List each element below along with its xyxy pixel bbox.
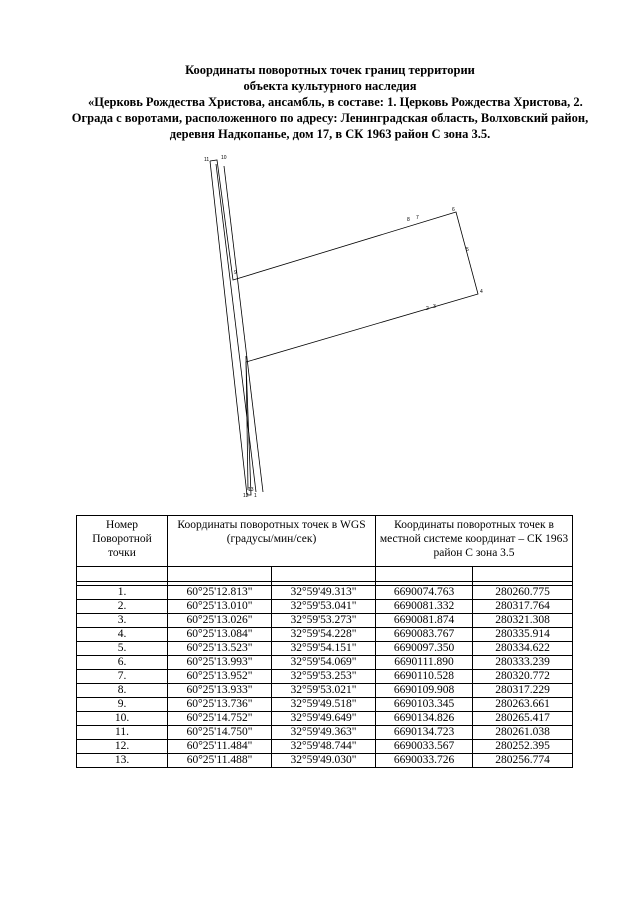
table-row [77, 642, 573, 656]
title-line: Координаты поворотных точек границ территории [185, 63, 475, 77]
point-label: 9 [234, 270, 237, 276]
point-label: 12 [243, 493, 249, 499]
cell-wgs-lon: 32°59'49.313" [272, 586, 376, 600]
cell-local-y: 280265.417 [473, 712, 573, 726]
cell-wgs-lat: 60°25'11.488" [168, 754, 272, 768]
cell-wgs-lat: 60°25'14.750" [168, 726, 272, 740]
subheader-cell [272, 567, 376, 582]
table-row [77, 586, 573, 600]
cell-local-x: 6690033.567 [376, 740, 473, 754]
table-row [77, 670, 573, 684]
cell-local-x: 6690134.826 [376, 712, 473, 726]
table-row [77, 684, 573, 698]
cell-wgs-lat: 60°25'13.523" [168, 642, 272, 656]
table-row [77, 740, 573, 754]
cell-local-y: 280321.308 [473, 614, 573, 628]
cell-wgs-lon: 32°59'49.518" [272, 698, 376, 712]
header-point-number: Номер Поворотной точки [77, 516, 168, 567]
cell-wgs-lon: 32°59'54.228" [272, 628, 376, 642]
cell-local-y: 280320.772 [473, 670, 573, 684]
subheader-cell [77, 567, 168, 582]
subheader-cell [473, 567, 573, 582]
cell-wgs-lat: 60°25'13.026" [168, 614, 272, 628]
point-label: 10 [221, 155, 227, 161]
subheader-cell [168, 567, 272, 582]
cell-local-x: 6690081.332 [376, 600, 473, 614]
cell-local-x: 6690083.767 [376, 628, 473, 642]
cell-wgs-lat: 60°25'13.736" [168, 698, 272, 712]
point-label: 2 [426, 306, 429, 312]
cell-point: 6. [77, 656, 168, 670]
cell-wgs-lon: 32°59'54.151" [272, 642, 376, 656]
table-row [77, 656, 573, 670]
cell-wgs-lon: 32°59'53.021" [272, 684, 376, 698]
cell-local-y: 280263.661 [473, 698, 573, 712]
header-wgs: Координаты поворотных точек в WGS (градусы/мин/сек) [168, 516, 376, 567]
table-subheader-row [77, 567, 573, 582]
cell-local-x: 6690111.890 [376, 656, 473, 670]
cell-point: 10. [77, 712, 168, 726]
cell-local-x: 6690074.763 [376, 586, 473, 600]
cell-point: 3. [77, 614, 168, 628]
cell-point: 2. [77, 600, 168, 614]
table-row [77, 628, 573, 642]
cell-wgs-lat: 60°25'13.010" [168, 600, 272, 614]
table-row [77, 726, 573, 740]
cell-local-x: 6690103.345 [376, 698, 473, 712]
boundary-lines [210, 160, 478, 495]
cell-point: 5. [77, 642, 168, 656]
cell-wgs-lon: 32°59'53.041" [272, 600, 376, 614]
point-label: 6 [452, 207, 455, 213]
cell-point: 4. [77, 628, 168, 642]
cell-wgs-lon: 32°59'49.649" [272, 712, 376, 726]
cell-local-x: 6690033.726 [376, 754, 473, 768]
title-line: объекта культурного наследия [243, 79, 417, 93]
cell-point: 1. [77, 586, 168, 600]
cell-local-y: 280334.622 [473, 642, 573, 656]
table-row [77, 600, 573, 614]
point-label: 8 [407, 217, 410, 223]
cell-wgs-lon: 32°59'49.363" [272, 726, 376, 740]
point-label: 11 [204, 157, 210, 163]
cell-wgs-lat: 60°25'13.084" [168, 628, 272, 642]
point-label: 4 [480, 289, 483, 295]
cell-wgs-lat: 60°25'11.484" [168, 740, 272, 754]
cell-wgs-lon: 32°59'54.069" [272, 656, 376, 670]
table-body [77, 586, 573, 768]
cell-local-y: 280256.774 [473, 754, 573, 768]
header-local: Координаты поворотных точек в местной системе координат – СК 1963 район С зона 3.5 [376, 516, 573, 567]
cell-point: 8. [77, 684, 168, 698]
cell-local-y: 280252.395 [473, 740, 573, 754]
cell-local-y: 280317.764 [473, 600, 573, 614]
cell-point: 13. [77, 754, 168, 768]
table-row [77, 754, 573, 768]
subheader-cell [376, 567, 473, 582]
cell-local-x: 6690134.723 [376, 726, 473, 740]
point-label: 13 [248, 487, 254, 493]
cell-local-y: 280317.229 [473, 684, 573, 698]
cell-wgs-lon: 32°59'53.273" [272, 614, 376, 628]
cell-wgs-lat: 60°25'12.813" [168, 586, 272, 600]
cell-point: 12. [77, 740, 168, 754]
boundary-line [216, 164, 256, 492]
cell-point: 9. [77, 698, 168, 712]
cell-local-x: 6690097.350 [376, 642, 473, 656]
cell-local-y: 280333.239 [473, 656, 573, 670]
title-line: «Церковь Рождества Христова, ансамбль, в составе: 1. Церковь Рождества Христова, 2. [88, 95, 583, 109]
boundary-line [224, 166, 263, 492]
cell-wgs-lat: 60°25'13.933" [168, 684, 272, 698]
title-line: деревня Надкопанье, дом 17, в СК 1963 район С зона 3.5. [169, 127, 491, 141]
cell-point: 7. [77, 670, 168, 684]
cell-local-y: 280260.775 [473, 586, 573, 600]
cell-local-y: 280261.038 [473, 726, 573, 740]
point-label: 3 [433, 304, 436, 310]
table-row [77, 698, 573, 712]
cell-wgs-lat: 60°25'13.993" [168, 656, 272, 670]
cell-wgs-lon: 32°59'49.030" [272, 754, 376, 768]
cell-wgs-lat: 60°25'14.752" [168, 712, 272, 726]
cell-point: 11. [77, 726, 168, 740]
cell-local-x: 6690081.874 [376, 614, 473, 628]
table-header-row [77, 516, 573, 567]
point-label: 5 [466, 247, 469, 253]
table-row [77, 614, 573, 628]
cell-wgs-lat: 60°25'13.952" [168, 670, 272, 684]
title-line: Ограда с воротами, расположенного по адресу: Ленинградская область, Волховский район, [71, 111, 589, 125]
cell-local-x: 6690110.528 [376, 670, 473, 684]
point-label: 1 [254, 493, 257, 499]
coordinates-table [76, 515, 573, 768]
cell-wgs-lon: 32°59'48.744" [272, 740, 376, 754]
point-label: 7 [416, 215, 419, 221]
table-row [77, 712, 573, 726]
cell-wgs-lon: 32°59'53.253" [272, 670, 376, 684]
cell-local-x: 6690109.908 [376, 684, 473, 698]
cell-local-y: 280335.914 [473, 628, 573, 642]
